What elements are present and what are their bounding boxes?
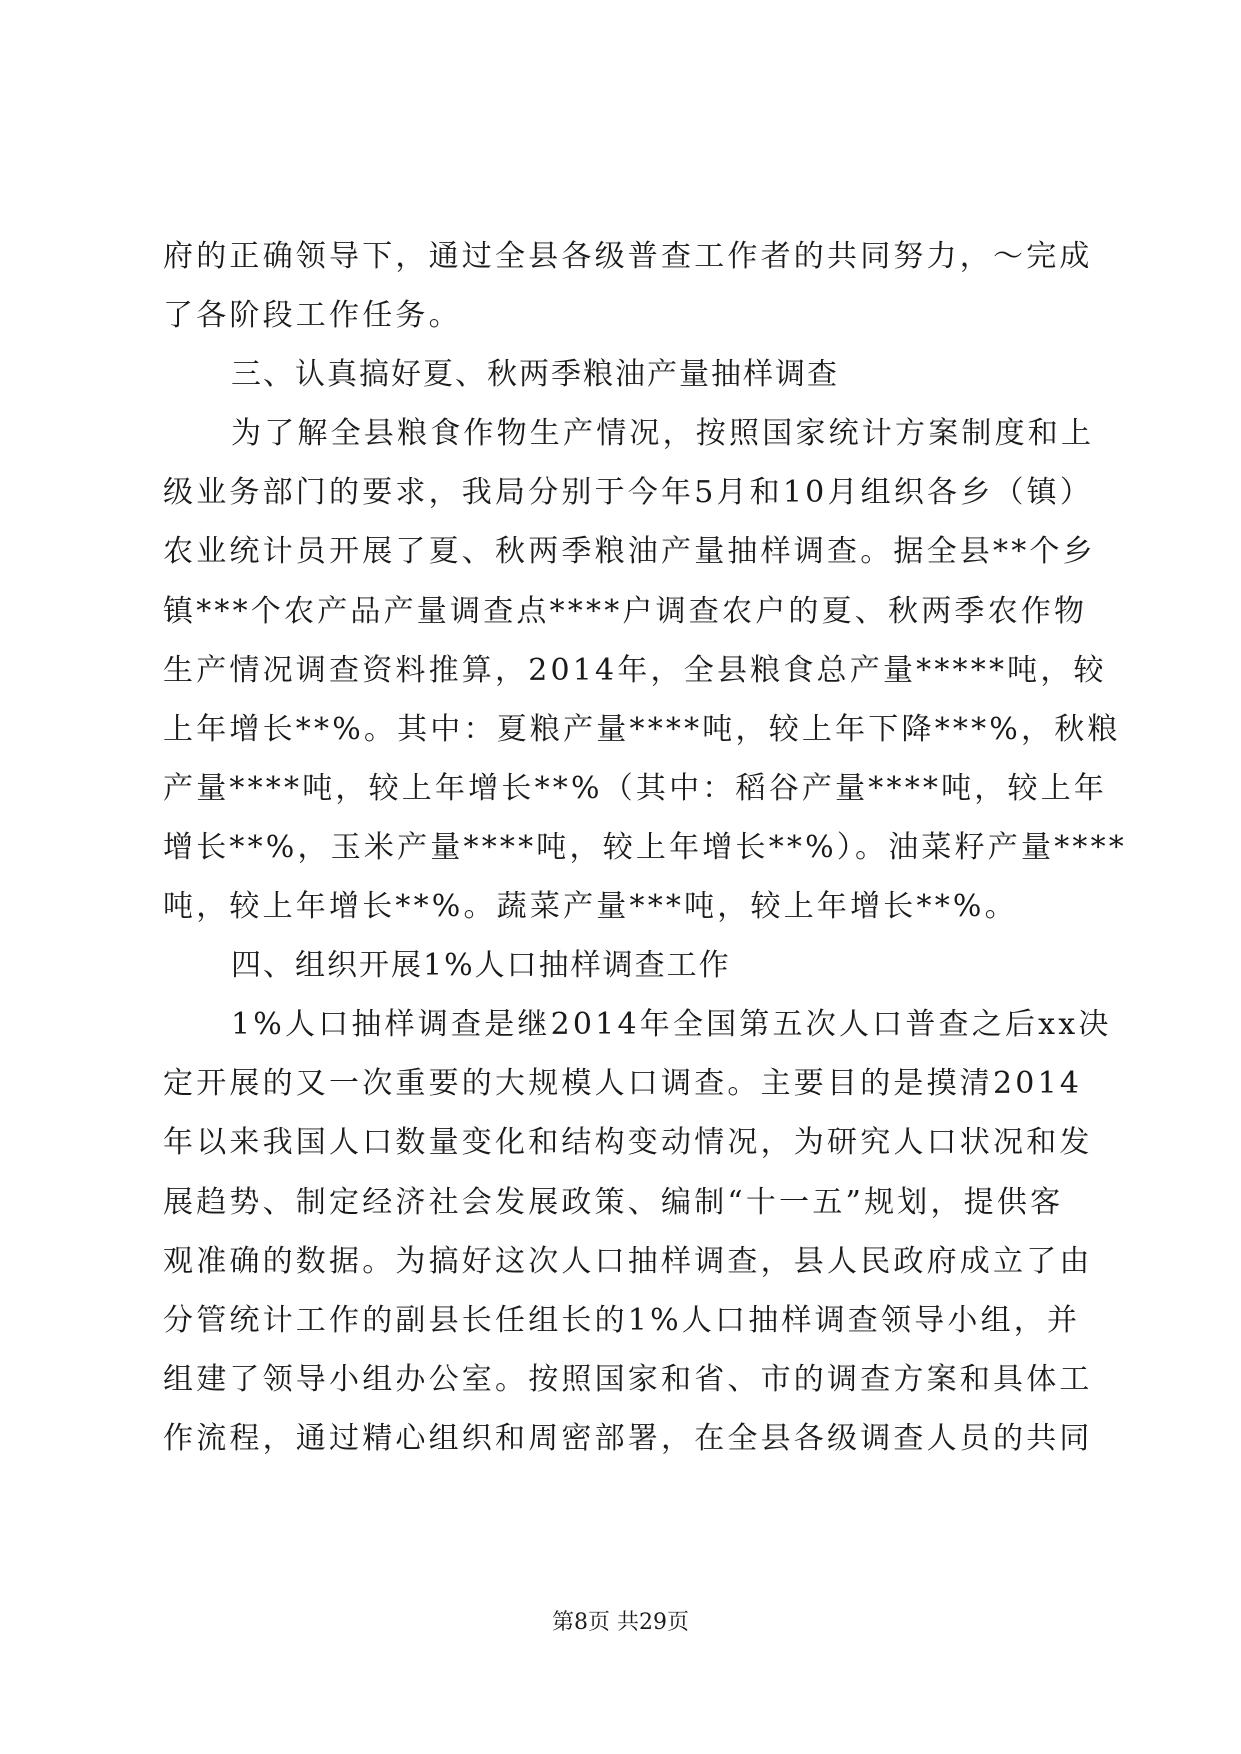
paragraph-line: 农业统计员开展了夏、秋两季粮油产量抽样调查。据全县**个乡 [163,534,1096,570]
paragraph-line: 分管统计工作的副县长任组长的1%人口抽样调查领导小组，并 [163,1302,1081,1338]
paragraph-line: 了各阶段工作任务。 [163,298,462,334]
paragraph-line: 定开展的又一次重要的大规模人口调查。主要目的是摸清2014 [163,1066,1083,1102]
paragraph-line: 吨，较上年增长**%。蔬菜产量***吨，较上年增长**%。 [163,889,1018,925]
section-heading-3: 三、认真搞好夏、秋两季粮油产量抽样调查 [231,357,839,393]
paragraph-line: 作流程，通过精心组织和周密部署，在全县各级调查人员的共同 [163,1420,1093,1456]
paragraph-line: 年以来我国人口数量变化和结构变动情况，为研究人口状况和发 [163,1125,1093,1161]
paragraph-line: 观准确的数据。为搞好这次人口抽样调查，县人民政府成立了由 [163,1243,1093,1279]
paragraph-line: 上年增长**%。其中：夏粮产量****吨，较上年下降***%，秋粮 [163,711,1121,747]
paragraph-line: 为了解全县粮食作物生产情况，按照国家统计方案制度和上 [231,416,1095,452]
paragraph-line: 产量****吨，较上年增长**%（其中：稻谷产量****吨，较上年 [163,770,1108,806]
paragraph-line: 镇***个农产品产量调查点****户调查农户的夏、秋两季农作物 [163,593,1088,629]
page-footer [0,1608,1241,1638]
paragraph-line: 府的正确领导下，通过全县各级普查工作者的共同努力，～完成 [163,239,1093,274]
paragraph-line: 组建了领导小组办公室。按照国家和省、市的调查方案和具体工 [163,1361,1093,1397]
paragraph-line: 级业务部门的要求，我局分别于今年5月和10月组织各乡（镇） [163,475,1094,511]
paragraph-line: 生产情况调查资料推算，2014年，全县粮食总产量*****吨，较 [163,652,1107,688]
section-heading-4: 四、组织开展1%人口抽样调查工作 [231,948,731,984]
document-body [163,227,1128,1468]
paragraph-line: 增长**%，玉米产量****吨，较上年增长**%）。油菜籽产量**** [163,829,1128,865]
paragraph-line: 展趋势、制定经济社会发展政策、编制“十一五”规划，提供客 [163,1184,1064,1220]
page-number: 第8页 共29页 [552,1610,689,1635]
paragraph-line: 1%人口抽样调查是继2014年全国第五次人口普查之后xx决 [231,1007,1112,1043]
